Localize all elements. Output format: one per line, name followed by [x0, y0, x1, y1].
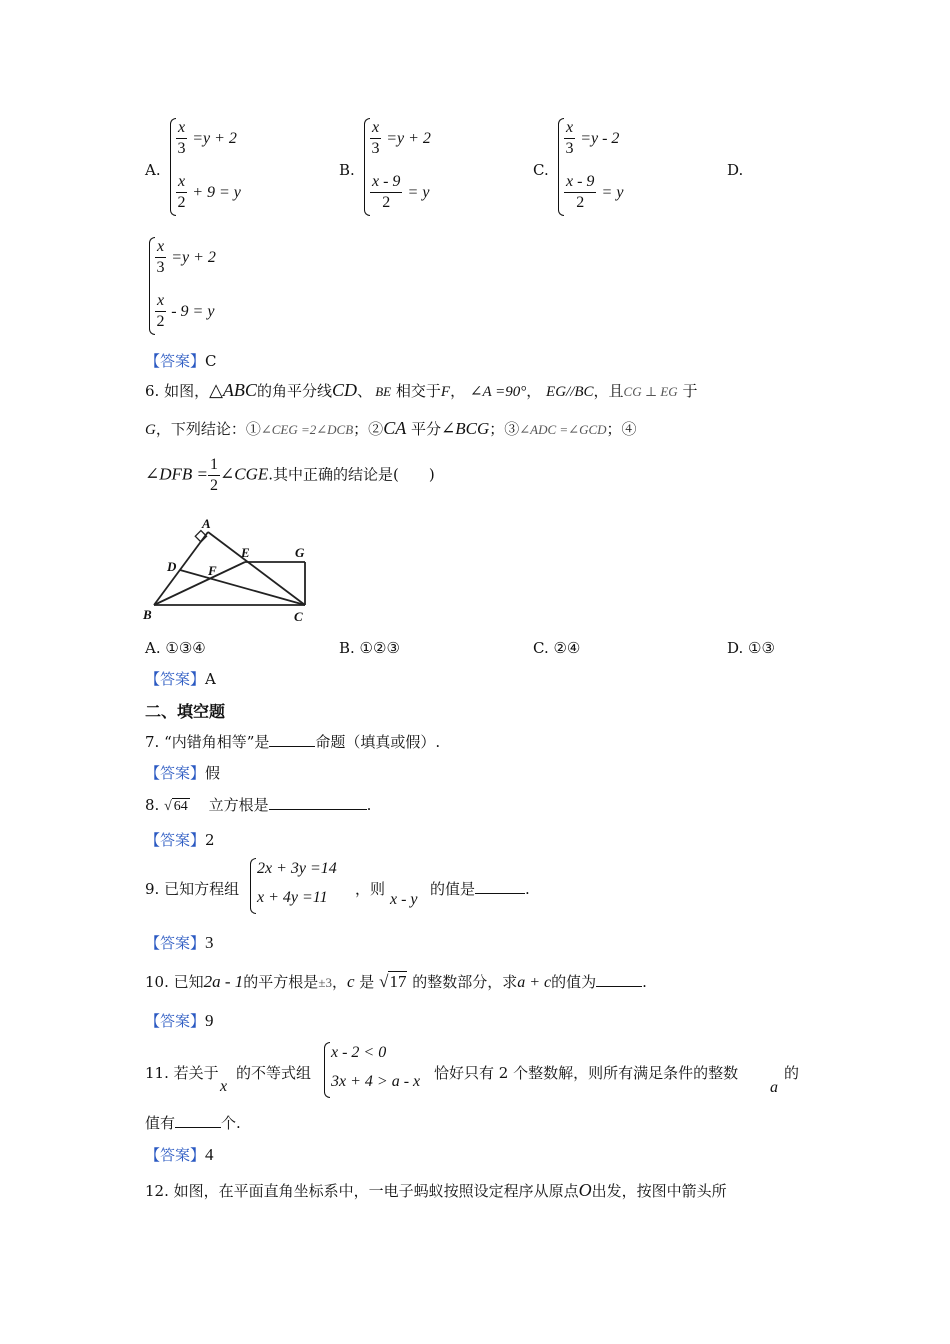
label-c: C [294, 609, 303, 624]
q7-answer: 【答案】假 [145, 764, 221, 782]
q11-prefix: 11. 若关于 [145, 1064, 219, 1082]
segment-cd [180, 570, 305, 605]
brace [250, 858, 256, 914]
label-e: E [241, 545, 250, 560]
q11-x: x [220, 1078, 228, 1095]
label-g: G [295, 545, 305, 560]
option-a-eq1: $\frac{x}{3}$ =y + 2 [177, 119, 237, 157]
q6-line2: G，下列结论：①∠CEG =2∠DCB；②CA 平分∠BCG；③∠ADC =∠GCD；④ [145, 418, 637, 438]
q12-question: 12. 如图，在平面直角坐标系中，一电子蚂蚁按照设定程序从原点O出发，按图中箭头所 [145, 1180, 727, 1200]
blank [475, 879, 525, 894]
q9-prefix: 9. 已知方程组 [145, 880, 240, 898]
q11-line2: 值有 个. [145, 1114, 241, 1132]
option-b-eq2: $\frac{x - 9}{2}$ = y [372, 173, 430, 211]
q8-question: 8. √ 64 立方根是 . [145, 796, 372, 814]
option-d-eq1: $\frac{x}{3}$ =y + 2 [156, 238, 216, 276]
q9-eq2: x + 4y =11 [257, 889, 328, 906]
q9-answer: 【答案】3 [145, 933, 214, 952]
q9-eq1: 2x + 3y =14 [257, 860, 337, 877]
q8-answer: 【答案】2 [145, 831, 215, 849]
q11-eq1: x - 2 < 0 [331, 1044, 387, 1061]
q11-t1: 的不等式组 [236, 1064, 312, 1082]
option-c-eq1: $\frac{x}{3}$ =y - 2 [565, 119, 620, 157]
option-b-label: B. [339, 161, 355, 179]
q6-answer: 【答案】A [145, 670, 216, 688]
segment-ab [154, 532, 208, 605]
q11-t3: 的 [784, 1064, 800, 1082]
q11-t2: 恰好只有 2 个整数解，则所有满足条件的整数 [434, 1064, 739, 1082]
q9-expr: x - y [390, 891, 418, 908]
q6-option-a: A. ①③④ [145, 639, 206, 657]
q6-geometry-figure [140, 515, 320, 625]
blank [269, 732, 315, 747]
q6-line3: ∠DFB = $\frac{1}{2}$ ∠CGE.其中正确的结论是( ) [145, 456, 435, 494]
segment-ac [208, 532, 305, 605]
q5-answer: 【答案】C [145, 352, 217, 370]
label-f: F [208, 563, 217, 578]
option-c-label: C. [533, 161, 549, 179]
q11-answer: 【答案】4 [145, 1145, 214, 1164]
label-b: B [143, 607, 152, 622]
option-a-eq2: $\frac{x}{2}$ + 9 = y [177, 173, 241, 211]
option-a-label: A. [145, 161, 161, 179]
q7-question: 7. “内错角相等”是 命题（填真或假）. [145, 733, 441, 751]
label-a: A [202, 516, 211, 531]
blank [175, 1113, 221, 1128]
option-c-eq2: $\frac{x - 9}{2}$ = y [566, 173, 624, 211]
q6-option-b: B. ①②③ [339, 639, 400, 657]
q10-answer: 【答案】9 [145, 1011, 214, 1030]
label-d: D [167, 559, 177, 574]
q6-option-c: C. ②④ [533, 639, 581, 657]
q9-mid: ，则 [355, 880, 386, 898]
sqrt-17: √17 [379, 972, 407, 991]
q11-eq2: 3x + 4 > a - x [331, 1073, 421, 1090]
q9-suffix: 的值是 . [430, 880, 530, 898]
option-d-eq2: $\frac{x}{2}$ - 9 = y [156, 292, 215, 330]
q6-line1: 6. 如图，△ABC的角平分线CD、 BE 相交于F， ∠A =90°， EG//BC，且CG ⊥ EG 于 [145, 380, 698, 400]
option-b-eq1: $\frac{x}{3}$ =y + 2 [371, 119, 431, 157]
brace [324, 1042, 330, 1098]
sqrt-64: √ 64 [164, 799, 188, 814]
q10-question: 10. 已知2a - 1的平方根是±3，c 是 √17 的整数部分，求a + c的值为 . [145, 972, 647, 991]
blank [596, 972, 642, 987]
q6-option-d: D. ①③ [727, 639, 775, 657]
option-d-label: D. [727, 161, 744, 179]
q11-a: a [770, 1079, 778, 1096]
blank [269, 795, 367, 810]
section2-title: 二、填空题 [145, 702, 226, 721]
